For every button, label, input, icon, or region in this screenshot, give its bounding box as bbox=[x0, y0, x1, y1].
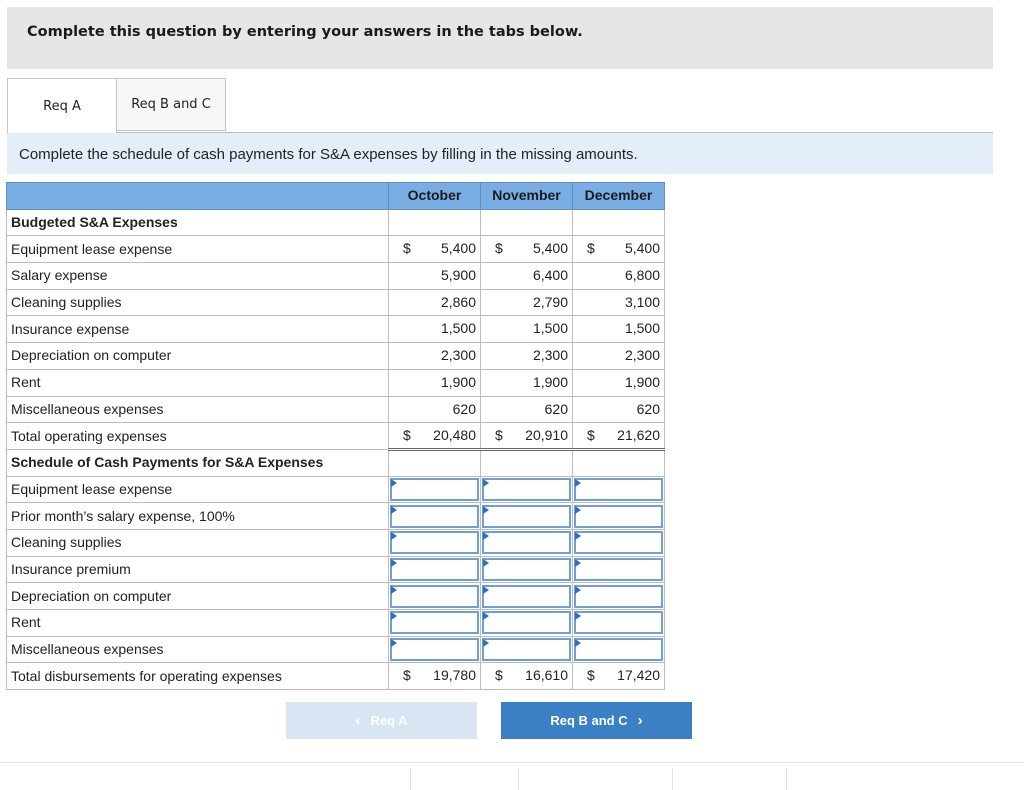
amount-input[interactable] bbox=[390, 505, 479, 528]
value-cell bbox=[573, 396, 665, 423]
cell-value: 5,400 bbox=[532, 240, 568, 257]
value-cell bbox=[573, 236, 665, 263]
chevron-right-icon: › bbox=[637, 712, 643, 729]
row-label: Cleaning supplies bbox=[7, 289, 389, 316]
row-label: Depreciation on computer bbox=[7, 343, 389, 370]
column-header-november: November bbox=[481, 183, 573, 210]
value-cell bbox=[389, 289, 481, 316]
cell-value: 2,300 bbox=[440, 347, 476, 364]
amount-input[interactable] bbox=[482, 558, 571, 581]
cell-value: 620 bbox=[636, 400, 660, 417]
table-row bbox=[7, 529, 665, 556]
value-cell bbox=[573, 316, 665, 343]
amount-input[interactable] bbox=[482, 505, 571, 528]
value-cell bbox=[481, 289, 573, 316]
tab-req-b-and-c[interactable]: Req B and C bbox=[116, 78, 226, 131]
table-row bbox=[7, 343, 665, 370]
instruction-text: Complete the schedule of cash payments for S&A expenses by filling in the missing amounts. bbox=[19, 146, 638, 163]
value-cell bbox=[389, 663, 481, 690]
cell-value: 1,900 bbox=[624, 373, 660, 390]
value-cell bbox=[573, 289, 665, 316]
table-row bbox=[7, 369, 665, 396]
question-banner bbox=[7, 7, 993, 69]
cell-value: 620 bbox=[544, 400, 568, 417]
amount-input[interactable] bbox=[574, 585, 663, 608]
input-cell bbox=[573, 610, 665, 637]
input-cell bbox=[389, 556, 481, 583]
row-label: Rent bbox=[7, 369, 389, 396]
value-cell bbox=[389, 316, 481, 343]
input-cell bbox=[573, 636, 665, 663]
amount-input[interactable] bbox=[390, 558, 479, 581]
cell-value: 19,780 bbox=[433, 667, 476, 684]
input-cell bbox=[389, 529, 481, 556]
cell-value: 1,500 bbox=[532, 320, 568, 337]
cell-value: 20,480 bbox=[433, 427, 476, 444]
value-cell bbox=[481, 343, 573, 370]
amount-input[interactable] bbox=[482, 531, 571, 554]
table-row bbox=[7, 503, 665, 530]
row-label: Equipment lease expense bbox=[7, 476, 389, 503]
footer-divider bbox=[672, 768, 673, 790]
table-row bbox=[7, 610, 665, 637]
column-header-october: October bbox=[389, 183, 481, 210]
amount-input[interactable] bbox=[574, 478, 663, 501]
input-cell bbox=[389, 610, 481, 637]
row-label: Salary expense bbox=[7, 263, 389, 290]
input-cell bbox=[481, 556, 573, 583]
table-row bbox=[7, 556, 665, 583]
chevron-left-icon: ‹ bbox=[355, 712, 361, 729]
value-cell bbox=[481, 663, 573, 690]
value-cell bbox=[389, 423, 481, 450]
amount-input[interactable] bbox=[574, 611, 663, 634]
value-cell bbox=[389, 343, 481, 370]
amount-input[interactable] bbox=[482, 478, 571, 501]
cell-value: 1,500 bbox=[440, 320, 476, 337]
row-label: Equipment lease expense bbox=[7, 236, 389, 263]
next-button-label: Req B and C bbox=[550, 713, 628, 728]
input-cell bbox=[481, 476, 573, 503]
cell-value: 5,400 bbox=[440, 240, 476, 257]
column-header-december: December bbox=[573, 183, 665, 210]
amount-input[interactable] bbox=[482, 585, 571, 608]
currency-symbol: $ bbox=[587, 667, 595, 684]
currency-symbol: $ bbox=[403, 240, 411, 257]
amount-input[interactable] bbox=[390, 478, 479, 501]
cell-value: 5,400 bbox=[624, 240, 660, 257]
footer-divider bbox=[0, 762, 1024, 763]
cell-value: 1,900 bbox=[440, 373, 476, 390]
input-cell bbox=[389, 476, 481, 503]
row-label: Insurance premium bbox=[7, 556, 389, 583]
header-blank-cell bbox=[7, 183, 389, 210]
cell-value: 3,100 bbox=[624, 293, 660, 310]
table-row bbox=[7, 263, 665, 290]
cell-value: 2,300 bbox=[624, 347, 660, 364]
currency-symbol: $ bbox=[403, 427, 411, 444]
cell-value: 2,790 bbox=[532, 293, 568, 310]
footer-divider bbox=[786, 768, 787, 790]
input-cell bbox=[573, 503, 665, 530]
table-row bbox=[7, 636, 665, 663]
cell-value: 2,300 bbox=[532, 347, 568, 364]
amount-input[interactable] bbox=[482, 638, 571, 661]
empty-cell bbox=[389, 449, 481, 476]
value-cell bbox=[481, 423, 573, 450]
input-cell bbox=[389, 636, 481, 663]
schedule-table bbox=[6, 182, 665, 690]
tab-bar bbox=[7, 78, 993, 133]
row-label: Prior month’s salary expense, 100% bbox=[7, 503, 389, 530]
prev-button-label: Req A bbox=[370, 713, 408, 728]
empty-cell bbox=[481, 209, 573, 236]
budget-heading-row bbox=[7, 209, 665, 236]
value-cell bbox=[481, 316, 573, 343]
footer-divider bbox=[410, 768, 411, 790]
value-cell bbox=[573, 263, 665, 290]
input-cell bbox=[481, 610, 573, 637]
table-row bbox=[7, 236, 665, 263]
row-label: Cleaning supplies bbox=[7, 529, 389, 556]
value-cell bbox=[389, 369, 481, 396]
cell-value: 20,910 bbox=[525, 427, 568, 444]
input-cell bbox=[481, 529, 573, 556]
table-row bbox=[7, 289, 665, 316]
amount-input[interactable] bbox=[574, 558, 663, 581]
currency-symbol: $ bbox=[495, 667, 503, 684]
row-label: Total operating expenses bbox=[7, 423, 389, 450]
cell-value: 1,500 bbox=[624, 320, 660, 337]
next-req-b-and-c-button[interactable] bbox=[501, 702, 692, 739]
table-header-row bbox=[7, 183, 665, 210]
cell-value: 17,420 bbox=[617, 667, 660, 684]
input-cell bbox=[481, 636, 573, 663]
value-cell bbox=[573, 369, 665, 396]
value-cell bbox=[389, 263, 481, 290]
value-cell bbox=[481, 263, 573, 290]
cell-value: 620 bbox=[452, 400, 476, 417]
currency-symbol: $ bbox=[587, 427, 595, 444]
value-cell bbox=[481, 236, 573, 263]
currency-symbol: $ bbox=[495, 240, 503, 257]
row-label: Rent bbox=[7, 610, 389, 637]
cell-value: 5,900 bbox=[440, 267, 476, 284]
value-cell bbox=[573, 343, 665, 370]
amount-input[interactable] bbox=[574, 505, 663, 528]
bottom-navigation bbox=[0, 700, 1024, 740]
cell-value: 6,400 bbox=[532, 267, 568, 284]
amount-input[interactable] bbox=[390, 611, 479, 634]
total-disbursements-row bbox=[7, 663, 665, 690]
instruction-panel bbox=[7, 133, 993, 174]
schedule-heading: Schedule of Cash Payments for S&A Expenses bbox=[7, 449, 389, 476]
row-label: Insurance expense bbox=[7, 316, 389, 343]
value-cell bbox=[573, 663, 665, 690]
table-row bbox=[7, 316, 665, 343]
value-cell bbox=[573, 423, 665, 450]
amount-input[interactable] bbox=[390, 585, 479, 608]
input-cell bbox=[481, 583, 573, 610]
amount-input[interactable] bbox=[390, 638, 479, 661]
row-label: Miscellaneous expenses bbox=[7, 636, 389, 663]
input-cell bbox=[481, 503, 573, 530]
empty-cell bbox=[573, 209, 665, 236]
input-cell bbox=[573, 476, 665, 503]
input-cell bbox=[389, 583, 481, 610]
cell-value: 21,620 bbox=[617, 427, 660, 444]
budget-heading: Budgeted S&A Expenses bbox=[7, 209, 389, 236]
amount-input[interactable] bbox=[574, 531, 663, 554]
input-cell bbox=[573, 556, 665, 583]
cell-value: 6,800 bbox=[624, 267, 660, 284]
amount-input[interactable] bbox=[390, 531, 479, 554]
currency-symbol: $ bbox=[403, 667, 411, 684]
empty-cell bbox=[481, 449, 573, 476]
table-row bbox=[7, 396, 665, 423]
empty-cell bbox=[573, 449, 665, 476]
row-label: Miscellaneous expenses bbox=[7, 396, 389, 423]
cell-value: 2,860 bbox=[440, 293, 476, 310]
cell-value: 1,900 bbox=[532, 373, 568, 390]
input-cell bbox=[389, 503, 481, 530]
row-label: Depreciation on computer bbox=[7, 583, 389, 610]
banner-text: Complete this question by entering your answers in the tabs below. bbox=[27, 24, 583, 40]
total-operating-row bbox=[7, 423, 665, 450]
tab-req-a[interactable]: Req A bbox=[7, 78, 117, 134]
value-cell bbox=[389, 236, 481, 263]
cell-value: 16,610 bbox=[525, 667, 568, 684]
empty-cell bbox=[389, 209, 481, 236]
table-row bbox=[7, 583, 665, 610]
input-cell bbox=[573, 529, 665, 556]
value-cell bbox=[481, 369, 573, 396]
schedule-heading-row bbox=[7, 449, 665, 476]
currency-symbol: $ bbox=[495, 427, 503, 444]
amount-input[interactable] bbox=[574, 638, 663, 661]
table-row bbox=[7, 476, 665, 503]
value-cell bbox=[389, 396, 481, 423]
value-cell bbox=[481, 396, 573, 423]
footer-divider bbox=[518, 768, 519, 790]
row-label: Total disbursements for operating expenses bbox=[7, 663, 389, 690]
amount-input[interactable] bbox=[482, 611, 571, 634]
prev-req-a-button[interactable] bbox=[286, 702, 477, 739]
input-cell bbox=[573, 583, 665, 610]
currency-symbol: $ bbox=[587, 240, 595, 257]
